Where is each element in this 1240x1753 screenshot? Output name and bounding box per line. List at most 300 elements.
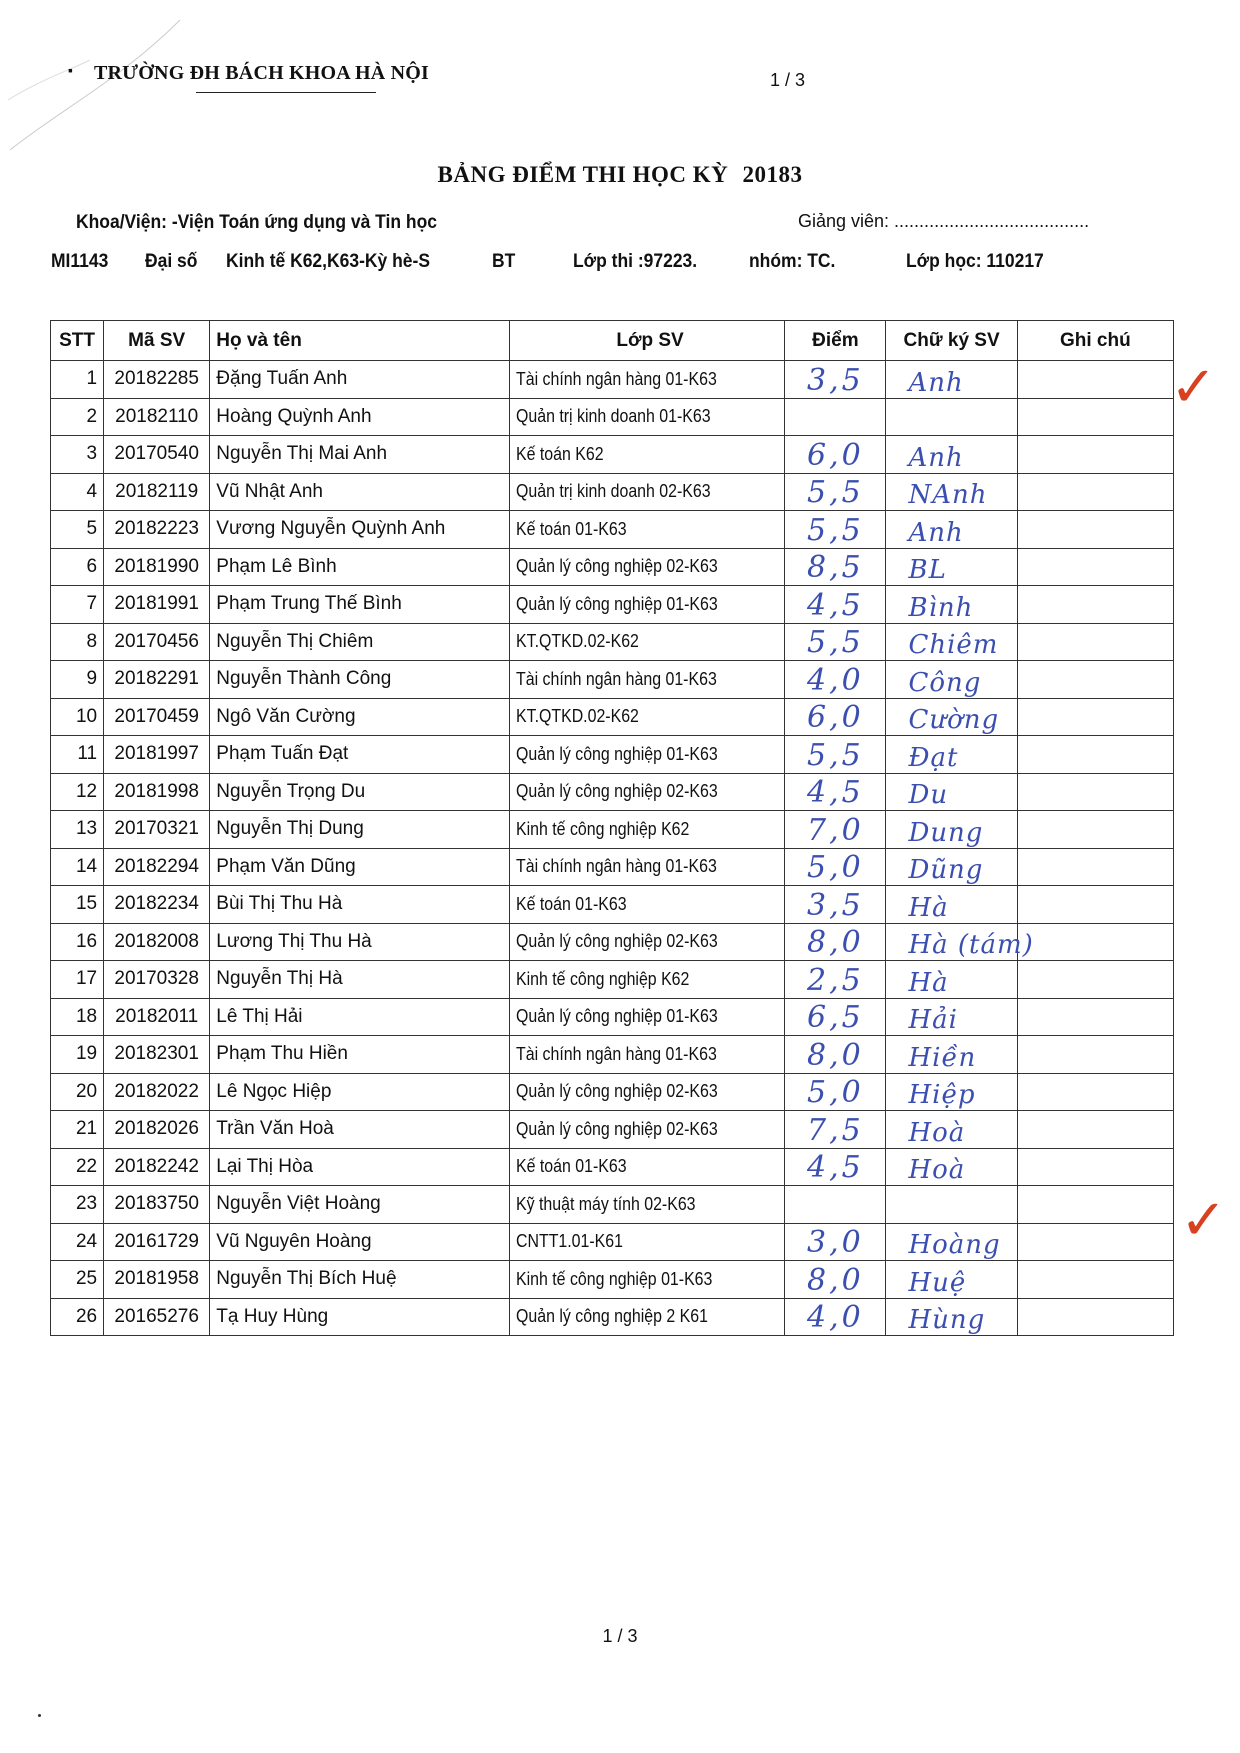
row-chu-ky-text: Hà (tám): [908, 930, 1034, 960]
row-ho-ten: [210, 998, 510, 1036]
row-ho-ten: [210, 623, 510, 661]
row-lop-sv-text: Quản lý công nghiệp 02-K63: [515, 780, 718, 802]
row-ghi-chu: [1017, 961, 1173, 999]
row-diem: [785, 773, 886, 811]
row-diem: [785, 361, 886, 399]
row-ma-sv: [104, 848, 210, 886]
row-stt-text: 7: [86, 593, 98, 615]
row-ma-sv-text: 20182008: [114, 930, 199, 952]
table-row: [51, 1186, 1174, 1224]
row-stt: [51, 923, 104, 961]
row-diem-text: 3,5: [807, 362, 864, 398]
row-ma-sv: [104, 698, 210, 736]
row-stt: [51, 1148, 104, 1186]
row-diem: [785, 1148, 886, 1186]
row-stt-text: 25: [75, 1268, 98, 1290]
row-ma-sv: [104, 736, 210, 774]
row-lop-sv-text: Kế toán 01-K63: [515, 517, 627, 539]
row-chu-ky: [886, 586, 1017, 624]
row-diem-text: 2,5: [807, 962, 864, 998]
row-ho-ten: [210, 773, 510, 811]
row-stt: [51, 1111, 104, 1149]
school-name: TRƯỜNG ĐH BÁCH KHOA HÀ NỘI: [94, 62, 430, 84]
row-chu-ky: [886, 623, 1017, 661]
row-ghi-chu: [1017, 886, 1173, 924]
row-lop-sv-text: Kinh tế công nghiệp K62: [515, 817, 690, 839]
row-diem-text: 4,0: [807, 662, 864, 698]
row-chu-ky: [886, 1073, 1017, 1111]
row-stt-text: 12: [75, 780, 98, 802]
row-ma-sv-text: 20182119: [115, 480, 199, 502]
row-ma-sv-text: 20182011: [115, 1005, 199, 1027]
row-chu-ky-text: Hiệp: [908, 1080, 976, 1110]
row-lop-sv-text: Tài chính ngân hàng 01-K63: [515, 1042, 717, 1064]
row-lop-sv: [509, 548, 784, 586]
row-diem-text: 3,0: [807, 1225, 864, 1260]
class-id: Lớp học: 110217: [906, 251, 1044, 272]
row-ho-ten: [210, 436, 510, 474]
row-ma-sv: [104, 1036, 210, 1074]
row-diem-text: 6,5: [807, 1000, 864, 1035]
table-row: [51, 398, 1174, 436]
row-ma-sv-text: 20181991: [114, 593, 199, 615]
row-stt-text: 19: [75, 1043, 98, 1065]
row-ho-ten: [210, 1261, 510, 1299]
row-ma-sv-text: 20170456: [114, 630, 199, 652]
row-diem: [785, 848, 886, 886]
row-ho-ten: [210, 511, 510, 549]
row-lop-sv-text: Quản lý công nghiệp 02-K63: [515, 1080, 718, 1102]
row-ma-sv: [104, 773, 210, 811]
row-stt-text: 26: [75, 1305, 98, 1327]
row-stt-text: 22: [75, 1155, 98, 1177]
row-ma-sv-text: 20182291: [114, 668, 199, 690]
row-lop-sv: [509, 398, 784, 436]
row-ho-ten: [210, 1036, 510, 1074]
row-ho-ten-text: Nguyễn Thị Mai Anh: [216, 443, 388, 465]
table-row: [51, 961, 1174, 999]
row-ho-ten-text: Nguyễn Thị Hà: [216, 968, 343, 990]
page-number-bottom: 1 / 3: [602, 1626, 638, 1646]
row-chu-ky: [886, 1111, 1017, 1149]
check-mark-icon: ✓: [1180, 1188, 1227, 1253]
row-ma-sv: [104, 811, 210, 849]
row-lop-sv: [509, 623, 784, 661]
row-chu-ky: [886, 698, 1017, 736]
header-bullet: ▪: [68, 62, 73, 78]
row-lop-sv-text: Quản lý công nghiệp 02-K63: [515, 555, 718, 577]
row-stt: [51, 773, 104, 811]
row-stt-text: 10: [75, 705, 98, 727]
row-diem-text: 6,0: [807, 700, 864, 735]
row-ma-sv: [104, 398, 210, 436]
row-diem-text: 5,5: [807, 737, 864, 773]
row-stt: [51, 848, 104, 886]
row-ho-ten-text: Nguyễn Thị Dung: [216, 818, 364, 840]
row-ho-ten-text: Phạm Văn Dũng: [216, 855, 356, 877]
row-ho-ten-text: Hoàng Quỳnh Anh: [216, 405, 372, 427]
row-ma-sv-text: 20182026: [114, 1118, 199, 1140]
row-stt-text: 5: [86, 518, 98, 540]
row-diem-text: 5,5: [807, 512, 864, 548]
row-ma-sv: [104, 998, 210, 1036]
row-stt: [51, 1073, 104, 1111]
row-lop-sv: [509, 848, 784, 886]
row-chu-ky: [886, 961, 1017, 999]
row-stt-text: 24: [75, 1230, 98, 1252]
row-diem-text: 4,5: [807, 1150, 864, 1185]
row-chu-ky-text: Đạt: [908, 742, 959, 773]
row-diem: [785, 698, 886, 736]
row-diem-text: 5,0: [807, 850, 864, 885]
row-chu-ky: [886, 1148, 1017, 1186]
row-ho-ten-text: Đặng Tuấn Anh: [216, 368, 348, 390]
row-ghi-chu: [1017, 1148, 1173, 1186]
row-ho-ten-text: Nguyễn Thị Bích Huệ: [216, 1268, 397, 1290]
table-row: [51, 923, 1174, 961]
row-ghi-chu: [1017, 1298, 1173, 1336]
row-lop-sv: [509, 661, 784, 699]
row-ghi-chu: [1017, 436, 1173, 474]
row-ma-sv-text: 20182242: [114, 1155, 199, 1177]
row-ma-sv: [104, 623, 210, 661]
row-ho-ten-text: Vũ Nguyên Hoàng: [216, 1230, 372, 1252]
row-ho-ten: [210, 398, 510, 436]
scan-speck: [38, 1714, 41, 1717]
row-ma-sv: [104, 473, 210, 511]
row-stt-text: 9: [86, 668, 98, 690]
row-chu-ky: [886, 361, 1017, 399]
row-diem: [785, 473, 886, 511]
row-ho-ten-text: Lương Thị Thu Hà: [216, 930, 372, 952]
row-lop-sv-text: KT.QTKD.02-K62: [515, 705, 639, 727]
row-lop-sv: [509, 1036, 784, 1074]
row-ho-ten: [210, 1111, 510, 1149]
row-diem-text: 7,0: [807, 812, 864, 848]
row-chu-ky-text: BL: [908, 555, 947, 585]
row-ho-ten-text: Lại Thị Hòa: [216, 1155, 314, 1177]
row-ma-sv-text: 20170459: [114, 705, 199, 727]
row-diem-text: 6,0: [807, 437, 864, 473]
row-diem: [785, 961, 886, 999]
row-stt: [51, 998, 104, 1036]
row-lop-sv-text: Quản lý công nghiệp 01-K63: [515, 742, 718, 764]
row-ho-ten: [210, 1073, 510, 1111]
row-chu-ky-text: Hoà: [908, 1117, 966, 1148]
row-diem: [785, 1036, 886, 1074]
row-lop-sv: [509, 1261, 784, 1299]
row-lop-sv: [509, 1073, 784, 1111]
row-ma-sv-text: 20170321: [114, 818, 199, 840]
row-ma-sv-text: 20182285: [114, 368, 199, 390]
row-chu-ky-text: Hiền: [908, 1042, 977, 1073]
row-diem: [785, 1111, 886, 1149]
row-ghi-chu: [1017, 1111, 1173, 1149]
row-ghi-chu: [1017, 623, 1173, 661]
row-lop-sv-text: Quản lý công nghiệp 01-K63: [515, 1005, 718, 1027]
row-diem-text: 8,0: [807, 1037, 864, 1073]
row-ho-ten: [210, 811, 510, 849]
semester: 20183: [742, 162, 803, 187]
row-diem: [785, 548, 886, 586]
row-stt: [51, 361, 104, 399]
row-lop-sv: [509, 736, 784, 774]
row-chu-ky: [886, 473, 1017, 511]
row-stt: [51, 1186, 104, 1224]
row-ma-sv: [104, 548, 210, 586]
row-stt-text: 18: [75, 1005, 98, 1027]
row-ho-ten: [210, 886, 510, 924]
table-row: [51, 773, 1174, 811]
row-stt-text: 15: [75, 893, 98, 915]
row-ma-sv: [104, 511, 210, 549]
row-stt-text: 13: [75, 818, 98, 840]
row-ho-ten-text: Phạm Trung Thế Bình: [216, 593, 402, 615]
row-ghi-chu: [1017, 923, 1173, 961]
row-diem: [785, 623, 886, 661]
row-chu-ky: [886, 1298, 1017, 1336]
row-ma-sv-text: 20182223: [114, 518, 199, 540]
row-lop-sv-text: Quản lý công nghiệp 01-K63: [515, 592, 718, 614]
row-ho-ten: [210, 1186, 510, 1224]
row-ghi-chu: [1017, 1261, 1173, 1299]
row-stt-text: 8: [86, 630, 98, 652]
row-ho-ten: [210, 1148, 510, 1186]
table-row: [51, 698, 1174, 736]
row-ho-ten: [210, 1223, 510, 1261]
row-chu-ky-text: Du: [908, 780, 949, 810]
row-lop-sv: [509, 586, 784, 624]
row-ma-sv-text: 20183750: [114, 1193, 199, 1215]
table-row: [51, 848, 1174, 886]
course-code: MI1143: [51, 251, 109, 272]
row-ma-sv: [104, 586, 210, 624]
table-row: [51, 1223, 1174, 1261]
row-lop-sv-text: Kế toán K62: [515, 442, 604, 464]
row-diem: [785, 811, 886, 849]
row-ghi-chu: [1017, 661, 1173, 699]
row-chu-ky: [886, 436, 1017, 474]
row-ho-ten-text: Phạm Thu Hiền: [216, 1043, 348, 1065]
row-ma-sv: [104, 1298, 210, 1336]
row-chu-ky-text: Anh: [908, 517, 964, 548]
row-ma-sv-text: 20181997: [114, 743, 199, 765]
row-ma-sv: [104, 1261, 210, 1299]
row-ghi-chu: [1017, 361, 1173, 399]
row-ma-sv-text: 20170328: [114, 968, 199, 990]
row-ghi-chu: [1017, 773, 1173, 811]
row-chu-ky-text: Hà: [908, 892, 949, 923]
row-stt-text: 21: [75, 1118, 98, 1140]
row-ghi-chu: [1017, 511, 1173, 549]
row-ho-ten: [210, 923, 510, 961]
row-lop-sv: [509, 998, 784, 1036]
row-stt: [51, 398, 104, 436]
row-ma-sv: [104, 1111, 210, 1149]
row-ho-ten: [210, 361, 510, 399]
row-chu-ky-text: NAnh: [908, 480, 988, 510]
row-ho-ten-text: Nguyễn Thành Công: [216, 668, 392, 690]
row-ghi-chu: [1017, 1186, 1173, 1224]
row-stt: [51, 1223, 104, 1261]
row-diem-text: 4,5: [807, 775, 864, 810]
row-chu-ky: [886, 1261, 1017, 1299]
row-ma-sv-text: 20182234: [114, 893, 199, 915]
row-ghi-chu: [1017, 586, 1173, 624]
row-diem-text: 7,5: [807, 1112, 864, 1148]
row-ho-ten-text: Vũ Nhật Anh: [216, 480, 323, 502]
row-lop-sv-text: Kế toán 01-K63: [515, 1155, 627, 1177]
row-ho-ten: [210, 473, 510, 511]
row-chu-ky: [886, 811, 1017, 849]
exam-class: Lớp thi :97223.: [573, 251, 698, 272]
row-lop-sv: [509, 473, 784, 511]
audience: Kinh tế K62,K63-Kỳ hè-S: [226, 251, 430, 272]
school-underline: [196, 92, 376, 93]
table-row: [51, 361, 1174, 399]
row-ma-sv: [104, 1223, 210, 1261]
row-ho-ten: [210, 548, 510, 586]
row-chu-ky: [886, 548, 1017, 586]
row-ma-sv-text: 20182110: [115, 405, 199, 427]
row-diem-text: 8,5: [807, 550, 864, 585]
row-ma-sv-text: 20182022: [114, 1080, 199, 1102]
row-stt-text: 4: [86, 480, 98, 502]
row-ma-sv: [104, 361, 210, 399]
row-chu-ky: [886, 1036, 1017, 1074]
lecturer: Giảng viên: .......................................: [798, 211, 1090, 231]
row-diem: [785, 661, 886, 699]
row-lop-sv-text: Quản lý công nghiệp 02-K63: [515, 1117, 718, 1139]
table-row: [51, 1261, 1174, 1299]
row-ghi-chu: [1017, 848, 1173, 886]
row-lop-sv: [509, 773, 784, 811]
row-lop-sv: [509, 1223, 784, 1261]
row-chu-ky: [886, 1186, 1017, 1224]
grades-table: [50, 320, 1174, 1336]
table-row: [51, 623, 1174, 661]
row-lop-sv-text: Quản trị kinh doanh 02-K63: [515, 480, 711, 502]
row-stt-text: 11: [77, 743, 98, 765]
row-ghi-chu: [1017, 811, 1173, 849]
row-ma-sv-text: 20161729: [114, 1230, 199, 1252]
row-diem-text: 4,0: [807, 1300, 864, 1335]
row-lop-sv-text: Quản lý công nghiệp 02-K63: [515, 930, 718, 952]
row-chu-ky: [886, 998, 1017, 1036]
row-stt: [51, 548, 104, 586]
row-ma-sv: [104, 886, 210, 924]
row-ho-ten: [210, 698, 510, 736]
row-lop-sv-text: Kinh tế công nghiệp K62: [515, 967, 690, 989]
row-chu-ky: [886, 736, 1017, 774]
table-row: [51, 1148, 1174, 1186]
row-stt-text: 20: [75, 1080, 98, 1102]
row-chu-ky: [886, 661, 1017, 699]
row-stt-text: 17: [75, 968, 98, 990]
row-ho-ten-text: Lê Ngọc Hiệp: [216, 1080, 332, 1102]
row-diem: [785, 511, 886, 549]
row-chu-ky-text: Anh: [908, 367, 964, 398]
row-chu-ky: [886, 1223, 1017, 1261]
row-lop-sv-text: Kinh tế công nghiệp 01-K63: [515, 1267, 713, 1289]
row-ma-sv-text: 20181998: [114, 780, 199, 802]
row-ho-ten-text: Phạm Tuấn Đạt: [216, 743, 349, 765]
table-row: [51, 473, 1174, 511]
row-ma-sv: [104, 1186, 210, 1224]
table-row: [51, 511, 1174, 549]
row-chu-ky-text: Hải: [908, 1005, 958, 1035]
row-lop-sv-text: Quản lý công nghiệp 2 K61: [515, 1305, 708, 1327]
row-stt: [51, 586, 104, 624]
row-chu-ky-text: Dung: [908, 817, 984, 848]
row-lop-sv: [509, 361, 784, 399]
row-stt: [51, 811, 104, 849]
row-lop-sv-text: Tài chính ngân hàng 01-K63: [515, 855, 717, 877]
row-diem: [785, 923, 886, 961]
row-ho-ten: [210, 961, 510, 999]
row-diem: [785, 1073, 886, 1111]
row-ho-ten-text: Nguyễn Việt Hoàng: [216, 1193, 381, 1215]
row-stt: [51, 623, 104, 661]
row-lop-sv-text: Tài chính ngân hàng 01-K63: [515, 367, 717, 389]
table-row: [51, 436, 1174, 474]
row-ghi-chu: [1017, 1073, 1173, 1111]
row-ho-ten: [210, 661, 510, 699]
row-diem-text: 4,5: [807, 587, 864, 623]
row-lop-sv: [509, 886, 784, 924]
table-row: [51, 1073, 1174, 1111]
col-ma-sv: Mã SV: [104, 321, 210, 361]
row-diem-text: 8,0: [807, 925, 864, 960]
row-ma-sv: [104, 923, 210, 961]
exam-type: BT: [492, 251, 516, 272]
row-diem: [785, 736, 886, 774]
row-diem: [785, 436, 886, 474]
row-stt: [51, 886, 104, 924]
row-chu-ky: [886, 773, 1017, 811]
row-diem: [785, 586, 886, 624]
row-ma-sv: [104, 661, 210, 699]
row-ho-ten-text: Nguyễn Trọng Du: [216, 780, 366, 802]
row-chu-ky-text: Hùng: [908, 1305, 986, 1335]
row-ma-sv-text: 20170540: [114, 443, 199, 465]
row-ma-sv: [104, 436, 210, 474]
row-ho-ten-text: Trần Văn Hoà: [216, 1118, 334, 1140]
row-stt: [51, 1298, 104, 1336]
row-lop-sv-text: KT.QTKD.02-K62: [515, 630, 639, 652]
table-row: [51, 998, 1174, 1036]
row-stt: [51, 1036, 104, 1074]
row-chu-ky-text: Huệ: [908, 1267, 967, 1298]
row-lop-sv: [509, 923, 784, 961]
row-stt: [51, 698, 104, 736]
row-chu-ky-text: Hà: [908, 967, 949, 998]
row-ho-ten: [210, 1298, 510, 1336]
row-ghi-chu: [1017, 1036, 1173, 1074]
row-ho-ten-text: Nguyễn Thị Chiêm: [216, 630, 374, 652]
table-row: [51, 886, 1174, 924]
col-ho-ten: Họ và tên: [210, 321, 510, 361]
check-mark-icon: ✓: [1170, 355, 1217, 420]
col-chu-ky: Chữ ký SV: [886, 321, 1017, 361]
row-diem: [785, 1261, 886, 1299]
row-chu-ky-text: Cường: [908, 705, 1000, 735]
row-diem: [785, 1298, 886, 1336]
row-diem-text: 3,5: [807, 887, 864, 923]
page-title: [0, 162, 1240, 188]
row-chu-ky: [886, 923, 1034, 961]
page-number-top: 1 / 3: [770, 70, 806, 90]
